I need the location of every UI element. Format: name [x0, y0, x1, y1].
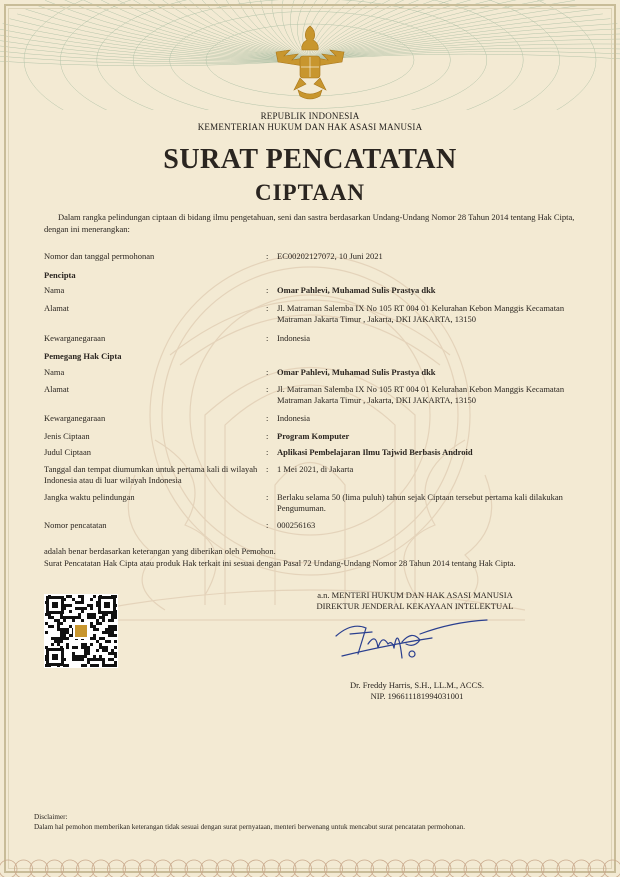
field-value: Jl. Matraman Salemba IX No 105 RT 004 01 Kelurahan Kebon Manggis Kecamatan Matraman Jakarta Timur , Jakarta, DKI JAKARTA, 13150	[277, 384, 565, 405]
field-colon: :	[266, 303, 269, 313]
field-label: Jangka waktu pelindungan	[44, 492, 135, 502]
bottom-ornament-band	[0, 845, 620, 877]
field-value: Omar Pahlevi, Muhamad Sulis Prastya dkk	[277, 367, 436, 377]
field-value: Program Komputer	[277, 431, 350, 441]
field-label: Alamat	[44, 384, 70, 394]
signature	[332, 614, 492, 664]
closing-statement: adalah benar berdasarkan keterangan yang diberikan oleh Pemohon.	[44, 546, 276, 556]
field-value: Aplikasi Pembelajaran Ilmu Tajwid Berbasis Android	[277, 447, 473, 457]
field-value: EC00202127072, 10 Juni 2021	[277, 251, 383, 261]
field-value: Indonesia	[277, 333, 311, 343]
document-subtitle: CIPTAAN	[254, 180, 366, 205]
field-value: 000256163	[277, 520, 316, 530]
header-ministry: KEMENTERIAN HUKUM DAN HAK ASASI MANUSIA	[197, 122, 423, 132]
signatory-position: DIREKTUR JENDERAL KEKAYAAN INTELEKTUAL	[316, 601, 514, 611]
field-colon: :	[266, 367, 269, 377]
field-label: Nama	[44, 367, 65, 377]
field-label: Alamat	[44, 303, 70, 313]
signatory-name: Dr. Freddy Harris, S.H., LL.M., ACCS.	[349, 680, 485, 690]
field-label: Tanggal dan tempat diumumkan untuk pertama kali di wilayah Indonesia atau di luar wilayah Indonesia	[44, 464, 258, 485]
section-creator: Pencipta	[44, 270, 76, 280]
closing-legal-basis: Surat Pencatatan Hak Cipta atau produk Hak terkait ini sesuai dengan Pasal 72 Undang-Undang Nomor 28 Tahun 2014 tentang Hak Cipta.	[44, 558, 516, 568]
field-value: Berlaku selama 50 (lima puluh) tahun sejak Ciptaan tersebut pertama kali dilakukan Pengumuman.	[277, 492, 563, 513]
field-colon: :	[266, 464, 269, 474]
field-label: Judul Ciptaan	[44, 447, 91, 457]
field-colon: :	[266, 384, 269, 394]
field-label: Kewarganegaraan	[44, 333, 106, 343]
field-value: 1 Mei 2021, di Jakarta	[277, 464, 354, 474]
field-label: Kewarganegaraan	[44, 413, 106, 423]
field-label: Nama	[44, 285, 65, 295]
disclaimer-heading: Disclaimer:	[34, 813, 68, 821]
field-colon: :	[266, 520, 269, 530]
field-label: Nomor pencatatan	[44, 520, 107, 530]
header-country: REPUBLIK INDONESIA	[260, 111, 360, 121]
field-colon: :	[266, 492, 269, 502]
field-value: Indonesia	[277, 413, 311, 423]
field-value: Omar Pahlevi, Muhamad Sulis Prastya dkk	[277, 285, 436, 295]
field-colon: :	[266, 251, 269, 261]
disclaimer	[34, 813, 594, 832]
qr-code[interactable]	[44, 594, 118, 668]
signatory-on-behalf: a.n. MENTERI HUKUM DAN HAK ASASI MANUSIA	[317, 590, 513, 600]
field-colon: :	[266, 447, 269, 457]
garuda-emblem-icon	[270, 20, 350, 106]
intro-paragraph: Dalam rangka pelindungan ciptaan di bidang ilmu pengetahuan, seni dan sastra berdasarkan Undang-Undang Nomor 28 Tahun 2014 tentang Hak Cipta, dengan ini menerangkan:	[44, 212, 575, 234]
field-label: Nomor dan tanggal permohonan	[44, 251, 155, 261]
field-colon: :	[266, 333, 269, 343]
field-colon: :	[266, 413, 269, 423]
field-value: Jl. Matraman Salemba IX No 105 RT 004 01 Kelurahan Kebon Manggis Kecamatan Matraman Jakarta Timur , Jakarta, DKI JAKARTA, 13150	[277, 303, 565, 324]
field-colon: :	[266, 431, 269, 441]
signatory-nip: NIP. 196611181994031001	[370, 691, 464, 701]
disclaimer-text: Dalam hal pemohon memberikan keterangan tidak sesuai dengan surat pernyataan, menteri berwenang untuk mencabut surat pencatatan permohonan.	[34, 822, 466, 831]
document-title: SURAT PENCATATAN	[163, 144, 457, 175]
section-holder: Pemegang Hak Cipta	[44, 351, 122, 361]
field-colon: :	[266, 285, 269, 295]
field-label: Jenis Ciptaan	[44, 431, 90, 441]
